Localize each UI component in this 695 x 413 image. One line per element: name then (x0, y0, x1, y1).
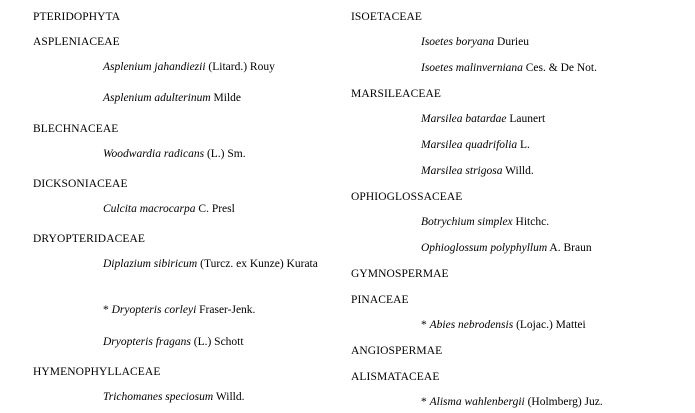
species-entry: Marsilea quadrifolia L. (421, 139, 530, 151)
species-entry: Ophioglossum polyphyllum A. Braun (421, 242, 592, 254)
family-heading: HYMENOPHYLLACEAE (33, 366, 161, 378)
species-entry: Marsilea batardae Launert (421, 113, 546, 125)
family-heading: PINACEAE (351, 294, 409, 306)
family-heading: ALISMATACEAE (351, 371, 440, 383)
family-heading: BLECHNACEAE (33, 123, 119, 135)
group-heading: GYMNOSPERMAE (351, 268, 449, 280)
family-heading: ISOETACEAE (351, 11, 422, 23)
species-entry: Asplenium jahandiezii (Litard.) Rouy (103, 61, 275, 73)
family-heading: DICKSONIACEAE (33, 178, 128, 190)
group-heading: ANGIOSPERMAE (351, 345, 443, 357)
species-entry: Woodwardia radicans (L.) Sm. (103, 148, 246, 160)
family-heading: MARSILEACEAE (351, 88, 442, 100)
species-entry: Asplenium adulterinum Milde (103, 92, 242, 104)
species-entry: * Alisma wahlenbergii (Holmberg) Juz. (421, 396, 603, 408)
family-heading: ASPLENIACEAE (33, 36, 120, 48)
family-heading: DRYOPTERIDACEAE (33, 233, 146, 245)
species-entry: Botrychium simplex Hitchc. (421, 216, 550, 228)
species-entry: Culcita macrocarpa C. Presl (103, 203, 235, 215)
species-entry: Isoetes malinverniana Ces. & De Not. (421, 62, 597, 74)
species-entry: Isoetes boryana Durieu (421, 36, 529, 48)
species-entry: * Abies nebrodensis (Lojac.) Mattei (421, 319, 586, 331)
species-entry: * Dryopteris corleyi Fraser-Jenk. (103, 304, 256, 316)
species-entry: Trichomanes speciosum Willd. (103, 391, 245, 403)
group-heading: PTERIDOPHYTA (33, 11, 121, 23)
species-entry: Dryopteris fragans (L.) Schott (103, 336, 244, 348)
species-entry: Marsilea strigosa Willd. (421, 165, 534, 177)
species-entry: Diplazium sibiricum (Turcz. ex Kunze) Kurata (103, 258, 318, 270)
family-heading: OPHIOGLOSSACEAE (351, 191, 463, 203)
